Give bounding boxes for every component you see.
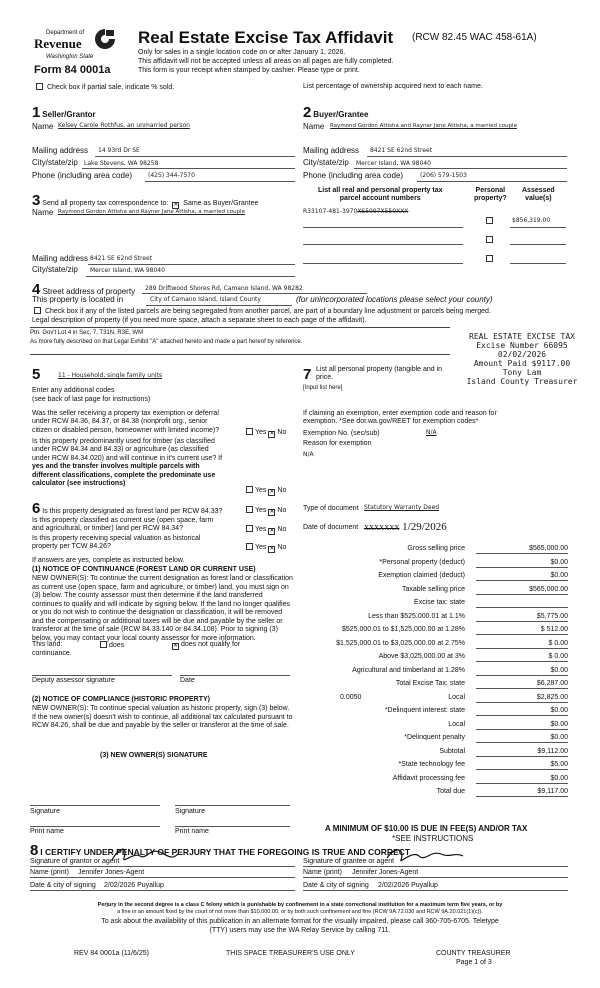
land-label: This land: bbox=[32, 641, 63, 648]
grantor-date-label: Date & city of signing bbox=[30, 882, 96, 889]
buyer-city-field[interactable]: Mercer Island, WA 98040 bbox=[356, 160, 431, 167]
section-1-heading: 1 Seller/Grantor bbox=[32, 104, 96, 121]
assessed-value-1[interactable]: $856,319.00 bbox=[512, 217, 551, 224]
rcw-ref: (RCW 82.45 WAC 458-61A) bbox=[412, 32, 537, 43]
personal-checkbox-3[interactable] bbox=[486, 255, 493, 262]
compliance-text: NEW OWNER(S): To continue special valuation as historic property, sign (3) below. If the new owner(s) doesn't wish to continue, all additional tax calculated pursuant to RCW 84.26, shall be due and payable by the seller or transferor at the time of sale. bbox=[32, 705, 293, 730]
seller-city-label: City/state/zip bbox=[32, 158, 78, 167]
buyer-phone-field[interactable]: (206) 579-1503 bbox=[420, 172, 467, 179]
calc-label: $525,000.01 to $1,525,000.00 at 1.28% bbox=[342, 626, 465, 633]
does-option[interactable]: does bbox=[98, 641, 124, 650]
doc-type-field[interactable]: Statutory Warranty Deed bbox=[364, 504, 440, 511]
taxpayer-mail-field[interactable]: 8421 SE 62nd Street bbox=[90, 255, 153, 262]
if-yes-note: If answers are yes, complete as instructed below. bbox=[32, 557, 185, 564]
personal-header: Personal property? bbox=[474, 187, 507, 203]
calc-label: *Delinquent interest: state bbox=[384, 707, 465, 714]
continuance-heading: (1) NOTICE OF CONTINUANCE (FOREST LAND OR CURRENT USE) bbox=[32, 566, 256, 573]
q1-yes-box[interactable] bbox=[246, 428, 253, 435]
exemption-no-field[interactable]: N/A bbox=[426, 429, 437, 436]
calc-label: Total Excise Tax: state bbox=[395, 680, 465, 687]
buyer-phone-label: Phone (including area code) bbox=[303, 171, 404, 180]
buyer-mail-field[interactable]: 8421 SE 62nd Street bbox=[370, 147, 433, 154]
revenue-logo-text: Revenue bbox=[34, 36, 82, 51]
deputy-sig-label: Deputy assessor signature bbox=[32, 677, 115, 684]
seller-city-field[interactable]: Lake Stevens, WA 98258 bbox=[84, 160, 159, 167]
location-note: (for unincorporated locations please select your county) bbox=[296, 295, 493, 304]
doc-type-label: Type of document bbox=[303, 505, 359, 512]
parcel-header: List all real and personal property tax parcel account numbers bbox=[318, 187, 443, 203]
doc-date-label: Date of document bbox=[303, 524, 359, 531]
partial-sale-checkbox[interactable] bbox=[36, 83, 43, 90]
calc-value[interactable]: $0.00 bbox=[476, 721, 568, 730]
q6b-yesno[interactable]: Yes ✕ No bbox=[244, 525, 286, 535]
does-checkbox[interactable] bbox=[100, 641, 107, 648]
county-treasurer: COUNTY TREASURER bbox=[436, 950, 511, 957]
partial-sale-label: Check box if partial sale, indicate % sold. bbox=[46, 84, 175, 91]
continuance-text: NEW OWNER(S): To continue the current designation as forest land or classification as current use (open space, farm and agriculture, or timber) land, you must sign on (3) below. The county assessor must then determine if the land transferred continues to qualify and will indicate by signing below. If the land no longer qualifies or you do not wish to continue the designation or classification, it will be removed and the compensating or additional taxes will be due and payable by the seller or transferor at the time of sale (RCW 84.33.140 or 84.34.108). Prior to signing (3) below, you may contact your local county assessor for more information. bbox=[32, 575, 293, 642]
section-4-heading: 4 Street address of property bbox=[32, 281, 136, 298]
exemption-instr: If claiming an exemption, enter exemption code and reason for exemption. *See dor.wa.gov/REET for exemption codes* bbox=[303, 410, 497, 426]
page-title: Real Estate Excise Tax Affidavit bbox=[138, 28, 394, 47]
revision: REV 84 0001a (11/6/25) bbox=[74, 950, 149, 957]
legal-line-1: Ptn. Gov't Lot 4 in Sec. 7, T31N, R3E, WM bbox=[30, 330, 144, 336]
partial-sale-row[interactable] bbox=[34, 83, 174, 92]
calc-value[interactable]: $9,112.00 bbox=[476, 748, 568, 757]
owner-sig-label-2: Signature bbox=[175, 808, 205, 815]
historic-question: Is this property receiving special valuation as historical property per TCW 84.26? bbox=[32, 535, 201, 551]
q6c-no-box[interactable]: ✕ bbox=[269, 546, 275, 552]
personal-property-input[interactable]: [Input list here] bbox=[303, 385, 343, 391]
grantor-signature-icon bbox=[110, 842, 180, 866]
buyer-name-field[interactable]: Raymond Gordon Attisha and Rayner Jane Attisha, a married couple bbox=[330, 123, 517, 129]
q6a-no-box[interactable]: ✕ bbox=[269, 509, 275, 515]
seller-name-field[interactable]: Kelsey Carole Rothfus, an unmarried person bbox=[58, 122, 190, 129]
q1-yesno[interactable]: Yes ✕ No bbox=[244, 428, 286, 438]
grantee-sig-label: Signature of grantee or agent bbox=[303, 858, 395, 865]
see-instructions: *SEE INSTRUCTIONS bbox=[392, 834, 474, 843]
calc-value[interactable]: $0.00 bbox=[476, 667, 568, 676]
calc-value[interactable]: $ 512.00 bbox=[476, 626, 568, 635]
reason-label: Reason for exemption bbox=[303, 440, 372, 447]
doc-date-field[interactable]: XXXXXXX 1/29/2026 bbox=[364, 521, 447, 533]
header-note-3: This form is your receipt when stamped by cashier. Please type or print. bbox=[138, 67, 360, 74]
segregate-label: Check box if any of the listed parcels are being segregated from another parcel, are part of a boundary line adjustment or parcels being merged. bbox=[44, 308, 491, 315]
q2-yesno[interactable]: Yes ✕ No bbox=[244, 486, 286, 496]
calc-value[interactable]: $6,287.00 bbox=[476, 680, 568, 689]
perjury-notice: Perjury in the second degree is a class C felony which is punishable by confinement in a state correctional institution for a maximum term five years, or by a fine in an amount fixed by the court of not more than $10,000.00, or by both such confinement and fine (RCW 9A.72.030 and RCW 9A.20.021(1)(c)). bbox=[97, 902, 503, 916]
calc-label: *State technology fee bbox=[398, 761, 465, 768]
treasurer-stamp: REAL ESTATE EXCISE TAX Excise Number 66095 02/02/2026 Amount Paid $9117.00 Tony Lam Island County Treasurer bbox=[466, 332, 578, 386]
grantor-name-field[interactable]: Jennifer Jones-Agent bbox=[78, 869, 145, 876]
seller-name-label: Name bbox=[32, 122, 54, 131]
q6a-yesno[interactable]: Yes ✕ No bbox=[244, 506, 286, 516]
personal-checkbox-2[interactable] bbox=[486, 236, 493, 243]
calc-label: Subtotal bbox=[439, 747, 465, 755]
treasurer-use-note: THIS SPACE TREASURER'S USE ONLY bbox=[226, 950, 355, 957]
extra-codes-2: (see back of last page for instructions) bbox=[32, 396, 151, 403]
seller-mail-label: Mailing address bbox=[32, 146, 89, 155]
section-2-heading: 2 Buyer/Grantee bbox=[303, 104, 369, 121]
q1-no-box[interactable]: ✕ bbox=[269, 431, 275, 437]
grantee-date-label: Date & city of signing bbox=[303, 882, 369, 889]
q6b-no-box[interactable]: ✕ bbox=[269, 528, 275, 534]
taxpayer-name-label: Name bbox=[32, 208, 54, 217]
dor-logo-icon bbox=[93, 27, 117, 51]
q2-no-box[interactable]: ✕ bbox=[269, 489, 275, 495]
property-street-field[interactable]: 289 Driftwood Shores Rd, Camano Island, WA 98282 bbox=[145, 285, 303, 292]
grantee-name-field[interactable]: Jennifer Jones-Agent bbox=[352, 869, 419, 876]
calc-value[interactable]: $2,825.00 bbox=[476, 694, 568, 703]
minimum-notice: A MINIMUM OF $10.00 IS DUE IN FEE(S) AND/OR TAX bbox=[325, 824, 528, 833]
grantee-name-label: Name (print) bbox=[303, 869, 342, 876]
header-note-2: This affidavit will not be accepted unless all areas on all pages are fully completed. bbox=[138, 58, 394, 65]
deputy-date-label: Date bbox=[180, 677, 195, 684]
personal-checkbox-1[interactable] bbox=[486, 217, 493, 224]
page-number: Page 1 of 3 bbox=[456, 959, 492, 966]
calc-label: Affidavit processing fee bbox=[392, 774, 465, 782]
calc-value[interactable]: $ 0.00 bbox=[476, 640, 568, 649]
assessed-header: Assessed value(s) bbox=[522, 187, 555, 203]
extra-codes-1: Enter any additional codes bbox=[32, 387, 115, 394]
taxpayer-city-label: City/state/zip bbox=[32, 265, 78, 274]
calc-value[interactable]: $0.00 bbox=[476, 559, 568, 568]
calc-label: Total due bbox=[436, 788, 465, 795]
grantor-sig-label: Signature of grantor or agent bbox=[30, 858, 120, 865]
grantee-date-field[interactable]: 2/02/2026 Puyallup bbox=[378, 882, 438, 889]
owner-sig-label-1: Signature bbox=[30, 808, 60, 815]
buyer-mail-label: Mailing address bbox=[303, 146, 360, 155]
buyer-name-label: Name bbox=[303, 122, 325, 131]
calc-value[interactable]: $5,775.00 bbox=[476, 613, 568, 622]
section-7-number: 7 bbox=[303, 366, 312, 383]
segregate-checkbox[interactable] bbox=[34, 307, 41, 314]
q6c-yes-box[interactable] bbox=[246, 543, 253, 550]
q6a-yes-box[interactable] bbox=[246, 506, 253, 513]
calc-value[interactable] bbox=[476, 599, 568, 608]
calc-label: Local bbox=[448, 693, 465, 701]
calc-label: Exemption claimed (deduct) bbox=[378, 572, 465, 579]
taxpayer-name-field[interactable]: Raymond Gordon Attisha and Rayner Jane Attisha, a married couple bbox=[58, 209, 245, 215]
q6b-yes-box[interactable] bbox=[246, 525, 253, 532]
calc-value[interactable]: $9,117.00 bbox=[476, 788, 568, 797]
does-not-checkbox[interactable]: ✕ bbox=[173, 643, 179, 649]
section-3-heading: 3 Send all property tax correspondence to: ✕ Same as Buyer/Grantee bbox=[32, 192, 259, 209]
timber-question: Is this property predominantly used for timber (as classified under RCW 84.34 and 84.33) or agriculture (as classified under RCW 84.34.020) and will continue in it's current use? If yes and the transfer involves multiple parcels with different classifications, complete the predominate use calculator (see instructions) bbox=[32, 438, 223, 487]
calc-label: Above $3,025,000.00 at 3% bbox=[378, 653, 465, 660]
segregate-row[interactable] bbox=[32, 307, 491, 316]
calc-value[interactable]: $0.00 bbox=[476, 734, 568, 743]
exemption-question: Was the seller receiving a property tax exemption or deferral under RCW 84.36, 84.37, or 84.38 (nonprofit org., senior citizen or disabled person, homeowner with limited income)? bbox=[32, 410, 220, 434]
personal-property-text: List all personal property (tangible and in price. bbox=[316, 366, 443, 382]
calc-label: *Personal property (deduct) bbox=[379, 558, 465, 566]
calc-label: Gross selling price bbox=[407, 545, 465, 552]
calc-value[interactable]: $0.00 bbox=[476, 775, 568, 784]
calc-label: $1,525,000.01 to $3,025,000.00 at 2.75% bbox=[336, 639, 465, 647]
local-rate[interactable]: 0.0050 bbox=[340, 693, 362, 701]
header-note-1: Only for sales in a single location code on or after January 1, 2026. bbox=[138, 49, 346, 56]
grantor-date-field[interactable]: 2/02/2026 Puyallup bbox=[104, 882, 164, 889]
alt-format-notice: To ask about the availability of this publication in an alternate format for the visually impaired, please call 360-705-6705. Teletype (TTY) users may use the WA Relay Service by calling 711. bbox=[101, 918, 499, 934]
calc-label: Less than $525,000.01 at 1.1% bbox=[368, 612, 465, 620]
calc-value[interactable]: $5.00 bbox=[476, 761, 568, 770]
parcel-number[interactable]: R33107-481-3970XS5097X550XXX bbox=[303, 208, 409, 215]
new-owner-sig-heading: (3) NEW OWNER(S) SIGNATURE bbox=[100, 752, 208, 759]
continuance-word: continuance. bbox=[32, 650, 72, 657]
calc-value[interactable]: $0.00 bbox=[476, 572, 568, 581]
property-location-field[interactable]: City of Camano Island, Island County bbox=[150, 296, 261, 303]
q2-yes-box[interactable] bbox=[246, 486, 253, 493]
calc-value[interactable]: $565,000.00 bbox=[476, 586, 568, 595]
buyer-city-label: City/state/zip bbox=[303, 158, 349, 167]
state-text: Washington State bbox=[46, 54, 94, 60]
compliance-heading: (2) NOTICE OF COMPLIANCE (HISTORIC PROPERTY) bbox=[32, 696, 210, 703]
calc-value[interactable]: $ 0.00 bbox=[476, 653, 568, 662]
owner-print-label-1: Print name bbox=[30, 828, 64, 835]
seller-mail-field[interactable]: 14 93rd Dr SE bbox=[98, 147, 140, 154]
legal-label: Legal description of property (if you need more space, attach a separate sheet to each page of the affidavit). bbox=[32, 317, 367, 324]
taxpayer-mail-label: Mailing address bbox=[32, 254, 89, 263]
calc-label: Agricultural and timberland at 1.28% bbox=[352, 666, 465, 674]
property-location-label: This property is located in bbox=[32, 295, 124, 304]
taxpayer-city-field[interactable]: Mercer Island, WA 98040 bbox=[90, 267, 165, 274]
seller-phone-field[interactable]: (425) 344-7570 bbox=[148, 172, 195, 179]
current-use-question: Is this property classified as current use (open space, farm and agricultural, or timber) land per RCW 84.34? bbox=[32, 517, 214, 533]
grantor-name-label: Name (print) bbox=[30, 869, 69, 876]
ownership-note: List percentage of ownership acquired next to each name. bbox=[303, 83, 483, 90]
does-not-option[interactable]: ✕ does not qualify for bbox=[173, 641, 241, 649]
exemption-no-label: Exemption No. (sec/sub) bbox=[303, 430, 380, 437]
calc-label: Taxable selling price bbox=[401, 585, 465, 593]
legal-line-2: As more fully described on that Legal Exhibit "A" attached hereto and made a part hereof by reference. bbox=[30, 338, 303, 345]
dept-text: Department of bbox=[46, 30, 85, 36]
section-8-heading: 8 I CERTIFY UNDER PENALTY OF PERJURY THAT THE FOREGOING IS TRUE AND CORRECT bbox=[30, 842, 411, 859]
calc-label: *Delinquent penalty bbox=[404, 734, 465, 741]
same-as-buyer-checkbox[interactable]: ✕ bbox=[173, 202, 179, 208]
calc-value[interactable]: $0.00 bbox=[476, 707, 568, 716]
seller-phone-label: Phone (including area code) bbox=[32, 171, 133, 180]
grantee-signature-icon bbox=[385, 842, 465, 866]
reason-field[interactable]: N/A bbox=[303, 451, 314, 458]
section-5-number: 5 bbox=[32, 366, 41, 383]
section-6-heading: 6 Is this property designated as forest land per RCW 84.33? bbox=[32, 500, 223, 517]
legal-box[interactable] bbox=[30, 327, 450, 355]
q6c-yesno[interactable]: Yes ✕ No bbox=[244, 543, 286, 553]
land-use-code[interactable]: 11 - Household, single family units bbox=[58, 372, 163, 379]
form-number: Form 84 0001a bbox=[34, 64, 111, 76]
calc-label: Local bbox=[448, 720, 465, 728]
calc-value[interactable]: $565,000.00 bbox=[476, 545, 568, 554]
calc-label: Excise tax: state bbox=[414, 599, 465, 606]
owner-print-label-2: Print name bbox=[175, 828, 209, 835]
